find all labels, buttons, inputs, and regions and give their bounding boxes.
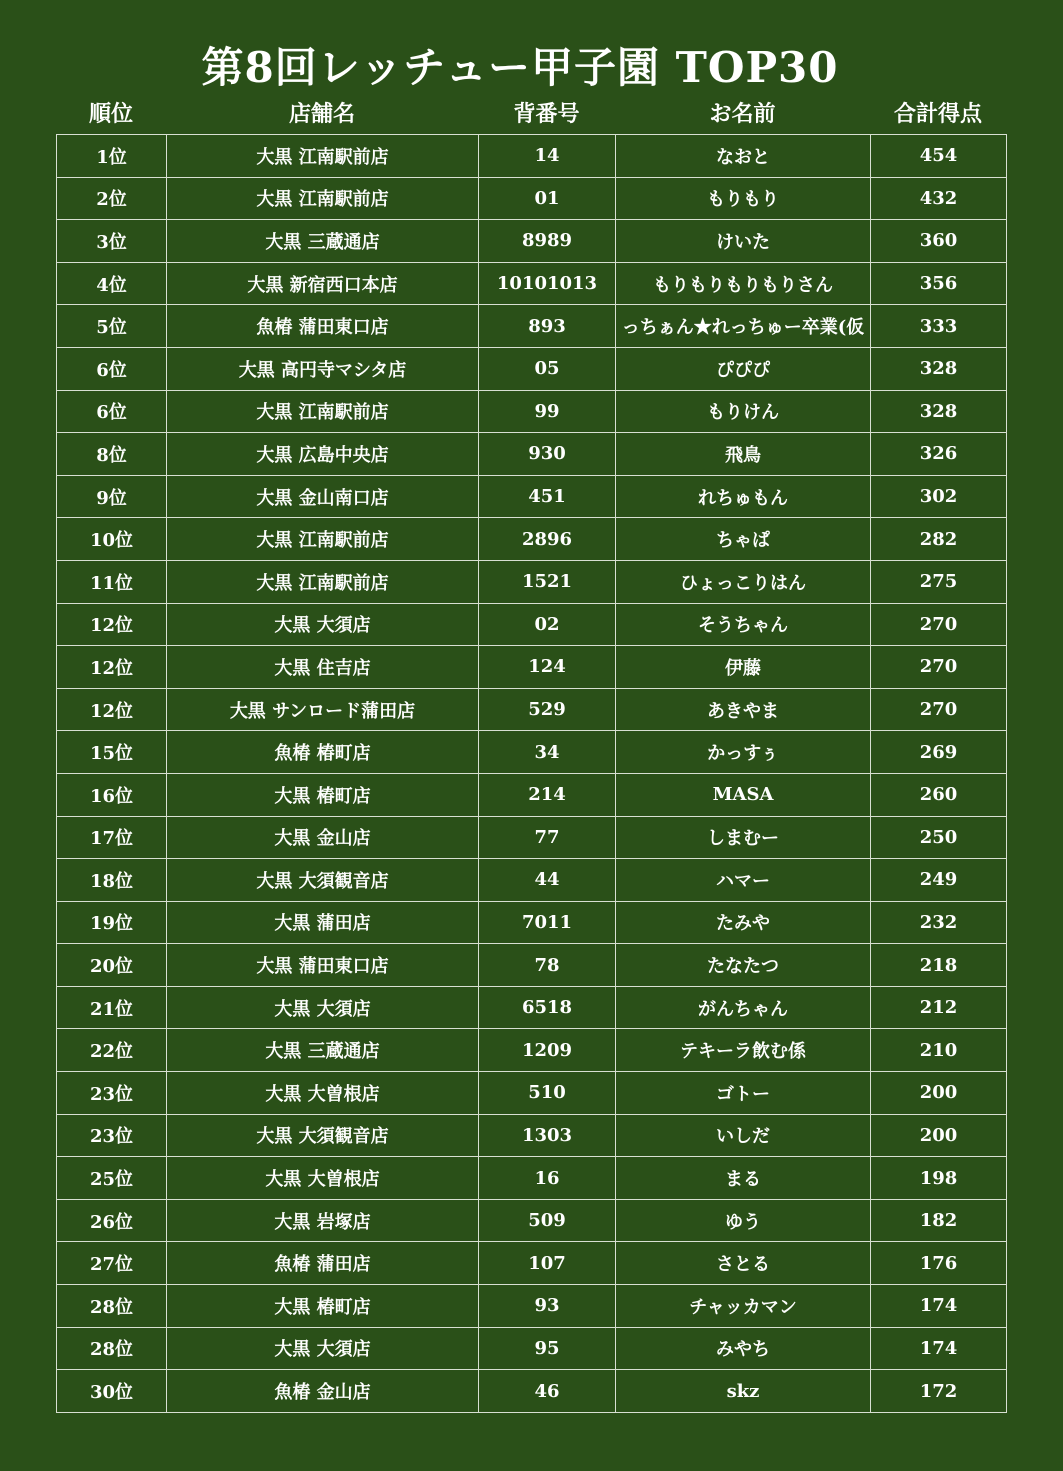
store-cell: 大黒 三蔵通店 <box>167 1029 479 1072</box>
number-cell: 214 <box>479 773 616 816</box>
name-cell: テキーラ飲む係 <box>616 1029 871 1072</box>
number-cell: 46 <box>479 1370 616 1413</box>
table-row <box>57 646 1007 689</box>
name-cell: ぴぴぴ <box>616 347 871 390</box>
name-cell: たみや <box>616 901 871 944</box>
number-cell: 01 <box>479 177 616 220</box>
name-cell: っちぁん★れっちゅー卒業(仮 <box>616 305 871 348</box>
header-rank: 順位 <box>88 101 133 127</box>
rank-cell: 12位 <box>57 603 167 646</box>
table-header <box>56 96 1006 132</box>
table-row <box>57 433 1007 476</box>
table-row <box>57 731 1007 774</box>
rank-cell: 28位 <box>57 1285 167 1328</box>
score-cell: 232 <box>871 901 1007 944</box>
rank-cell: 22位 <box>57 1029 167 1072</box>
name-cell: いしだ <box>616 1114 871 1157</box>
score-cell: 328 <box>871 390 1007 433</box>
table-row <box>57 859 1007 902</box>
rank-cell: 17位 <box>57 816 167 859</box>
name-cell: けいた <box>616 220 871 263</box>
header-store: 店舗名 <box>288 101 355 127</box>
number-cell: 1209 <box>479 1029 616 1072</box>
number-cell: 05 <box>479 347 616 390</box>
score-cell: 260 <box>871 773 1007 816</box>
store-cell: 大黒 椿町店 <box>167 1285 479 1328</box>
name-cell: しまむー <box>616 816 871 859</box>
number-cell: 16 <box>479 1157 616 1200</box>
store-cell: 大黒 江南駅前店 <box>167 518 479 561</box>
table-row <box>57 1114 1007 1157</box>
score-cell: 356 <box>871 262 1007 305</box>
table-row <box>57 220 1007 263</box>
number-cell: 14 <box>479 135 616 178</box>
name-cell: あきやま <box>616 688 871 731</box>
number-cell: 7011 <box>479 901 616 944</box>
score-cell: 270 <box>871 646 1007 689</box>
score-cell: 174 <box>871 1327 1007 1370</box>
store-cell: 大黒 大須店 <box>167 1327 479 1370</box>
number-cell: 893 <box>479 305 616 348</box>
name-cell: がんちゃん <box>616 986 871 1029</box>
score-cell: 333 <box>871 305 1007 348</box>
number-cell: 8989 <box>479 220 616 263</box>
header-score: 合計得点 <box>893 101 982 127</box>
rank-cell: 5位 <box>57 305 167 348</box>
number-cell: 02 <box>479 603 616 646</box>
score-cell: 172 <box>871 1370 1007 1413</box>
table-row <box>57 688 1007 731</box>
name-cell: ちゃぱ <box>616 518 871 561</box>
table-row <box>57 773 1007 816</box>
rank-cell: 12位 <box>57 646 167 689</box>
rank-cell: 21位 <box>57 986 167 1029</box>
score-cell: 270 <box>871 688 1007 731</box>
number-cell: 124 <box>479 646 616 689</box>
rank-cell: 27位 <box>57 1242 167 1285</box>
rank-cell: 1位 <box>57 135 167 178</box>
table-row <box>57 944 1007 987</box>
name-cell: かっすぅ <box>616 731 871 774</box>
number-cell: 529 <box>479 688 616 731</box>
number-cell: 1521 <box>479 560 616 603</box>
store-cell: 大黒 江南駅前店 <box>167 177 479 220</box>
number-cell: 93 <box>479 1285 616 1328</box>
table-row <box>57 177 1007 220</box>
rank-cell: 11位 <box>57 560 167 603</box>
score-cell: 269 <box>871 731 1007 774</box>
name-cell: ゴトー <box>616 1072 871 1115</box>
rank-cell: 8位 <box>57 433 167 476</box>
name-cell: れちゅもん <box>616 475 871 518</box>
name-cell: そうちゃん <box>616 603 871 646</box>
store-cell: 大黒 サンロード蒲田店 <box>167 688 479 731</box>
number-cell: 10101013 <box>479 262 616 305</box>
store-cell: 大黒 大曽根店 <box>167 1157 479 1200</box>
table-row <box>57 262 1007 305</box>
score-cell: 250 <box>871 816 1007 859</box>
number-cell: 2896 <box>479 518 616 561</box>
rank-cell: 25位 <box>57 1157 167 1200</box>
table-row <box>57 603 1007 646</box>
rank-cell: 9位 <box>57 475 167 518</box>
rank-cell: 19位 <box>57 901 167 944</box>
score-cell: 212 <box>871 986 1007 1029</box>
table-row <box>57 475 1007 518</box>
score-cell: 200 <box>871 1072 1007 1115</box>
store-cell: 大黒 大曽根店 <box>167 1072 479 1115</box>
rank-cell: 15位 <box>57 731 167 774</box>
number-cell: 44 <box>479 859 616 902</box>
table-row <box>57 305 1007 348</box>
name-cell: 飛鳥 <box>616 433 871 476</box>
score-cell: 328 <box>871 347 1007 390</box>
table-row <box>57 901 1007 944</box>
store-cell: 大黒 蒲田東口店 <box>167 944 479 987</box>
store-cell: 大黒 岩塚店 <box>167 1199 479 1242</box>
score-cell: 432 <box>871 177 1007 220</box>
score-cell: 282 <box>871 518 1007 561</box>
store-cell: 大黒 金山南口店 <box>167 475 479 518</box>
score-cell: 360 <box>871 220 1007 263</box>
table-row <box>57 1199 1007 1242</box>
name-cell: skz <box>616 1370 871 1413</box>
table-row <box>57 1285 1007 1328</box>
store-cell: 大黒 三蔵通店 <box>167 220 479 263</box>
score-cell: 454 <box>871 135 1007 178</box>
store-cell: 魚椿 金山店 <box>167 1370 479 1413</box>
name-cell: MASA <box>616 773 871 816</box>
name-cell: ひょっこりはん <box>616 560 871 603</box>
store-cell: 大黒 高円寺マシタ店 <box>167 347 479 390</box>
number-cell: 34 <box>479 731 616 774</box>
store-cell: 大黒 新宿西口本店 <box>167 262 479 305</box>
store-cell: 大黒 大須観音店 <box>167 1114 479 1157</box>
name-cell: たなたつ <box>616 944 871 987</box>
table-row <box>57 390 1007 433</box>
page-title: 第8回レッチュー甲子園 TOP30 <box>201 43 839 92</box>
table-row <box>57 135 1007 178</box>
score-cell: 174 <box>871 1285 1007 1328</box>
rank-cell: 6位 <box>57 347 167 390</box>
name-cell: もりけん <box>616 390 871 433</box>
table-row <box>57 1242 1007 1285</box>
rank-cell: 23位 <box>57 1072 167 1115</box>
number-cell: 451 <box>479 475 616 518</box>
rank-cell: 10位 <box>57 518 167 561</box>
store-cell: 大黒 大須店 <box>167 603 479 646</box>
table-row <box>57 1370 1007 1413</box>
store-cell: 大黒 江南駅前店 <box>167 135 479 178</box>
score-cell: 182 <box>871 1199 1007 1242</box>
rank-cell: 12位 <box>57 688 167 731</box>
rank-cell: 18位 <box>57 859 167 902</box>
rank-cell: 30位 <box>57 1370 167 1413</box>
score-cell: 176 <box>871 1242 1007 1285</box>
name-cell: チャッカマン <box>616 1285 871 1328</box>
header-number: 背番号 <box>513 101 580 127</box>
table-row <box>57 1072 1007 1115</box>
ranking-table <box>56 134 1007 1413</box>
rank-cell: 20位 <box>57 944 167 987</box>
table-row <box>57 986 1007 1029</box>
table-row <box>57 347 1007 390</box>
store-cell: 大黒 蒲田店 <box>167 901 479 944</box>
table-row <box>57 816 1007 859</box>
number-cell: 78 <box>479 944 616 987</box>
table-row <box>57 560 1007 603</box>
rank-cell: 3位 <box>57 220 167 263</box>
store-cell: 魚椿 蒲田東口店 <box>167 305 479 348</box>
number-cell: 510 <box>479 1072 616 1115</box>
name-cell: みやち <box>616 1327 871 1370</box>
name-cell: 伊藤 <box>616 646 871 689</box>
store-cell: 大黒 大須観音店 <box>167 859 479 902</box>
score-cell: 218 <box>871 944 1007 987</box>
number-cell: 509 <box>479 1199 616 1242</box>
name-cell: さとる <box>616 1242 871 1285</box>
rank-cell: 6位 <box>57 390 167 433</box>
rank-cell: 4位 <box>57 262 167 305</box>
name-cell: もりもりもりもりさん <box>616 262 871 305</box>
number-cell: 107 <box>479 1242 616 1285</box>
store-cell: 大黒 椿町店 <box>167 773 479 816</box>
table-row <box>57 1029 1007 1072</box>
store-cell: 大黒 江南駅前店 <box>167 390 479 433</box>
name-cell: なおと <box>616 135 871 178</box>
ranking-table-body <box>57 135 1007 1413</box>
score-cell: 210 <box>871 1029 1007 1072</box>
table-row <box>57 518 1007 561</box>
number-cell: 77 <box>479 816 616 859</box>
score-cell: 270 <box>871 603 1007 646</box>
score-cell: 302 <box>871 475 1007 518</box>
score-cell: 200 <box>871 1114 1007 1157</box>
rank-cell: 23位 <box>57 1114 167 1157</box>
number-cell: 6518 <box>479 986 616 1029</box>
rank-cell: 2位 <box>57 177 167 220</box>
score-cell: 249 <box>871 859 1007 902</box>
store-cell: 魚椿 蒲田店 <box>167 1242 479 1285</box>
name-cell: もりもり <box>616 177 871 220</box>
store-cell: 魚椿 椿町店 <box>167 731 479 774</box>
rank-cell: 26位 <box>57 1199 167 1242</box>
store-cell: 大黒 金山店 <box>167 816 479 859</box>
store-cell: 大黒 江南駅前店 <box>167 560 479 603</box>
name-cell: まる <box>616 1157 871 1200</box>
name-cell: ハマー <box>616 859 871 902</box>
score-cell: 326 <box>871 433 1007 476</box>
number-cell: 95 <box>479 1327 616 1370</box>
rank-cell: 28位 <box>57 1327 167 1370</box>
rank-cell: 16位 <box>57 773 167 816</box>
score-cell: 275 <box>871 560 1007 603</box>
name-cell: ゆう <box>616 1199 871 1242</box>
number-cell: 930 <box>479 433 616 476</box>
store-cell: 大黒 広島中央店 <box>167 433 479 476</box>
score-cell: 198 <box>871 1157 1007 1200</box>
store-cell: 大黒 住吉店 <box>167 646 479 689</box>
number-cell: 99 <box>479 390 616 433</box>
table-row <box>57 1157 1007 1200</box>
header-name: お名前 <box>709 101 776 127</box>
store-cell: 大黒 大須店 <box>167 986 479 1029</box>
number-cell: 1303 <box>479 1114 616 1157</box>
table-row <box>57 1327 1007 1370</box>
